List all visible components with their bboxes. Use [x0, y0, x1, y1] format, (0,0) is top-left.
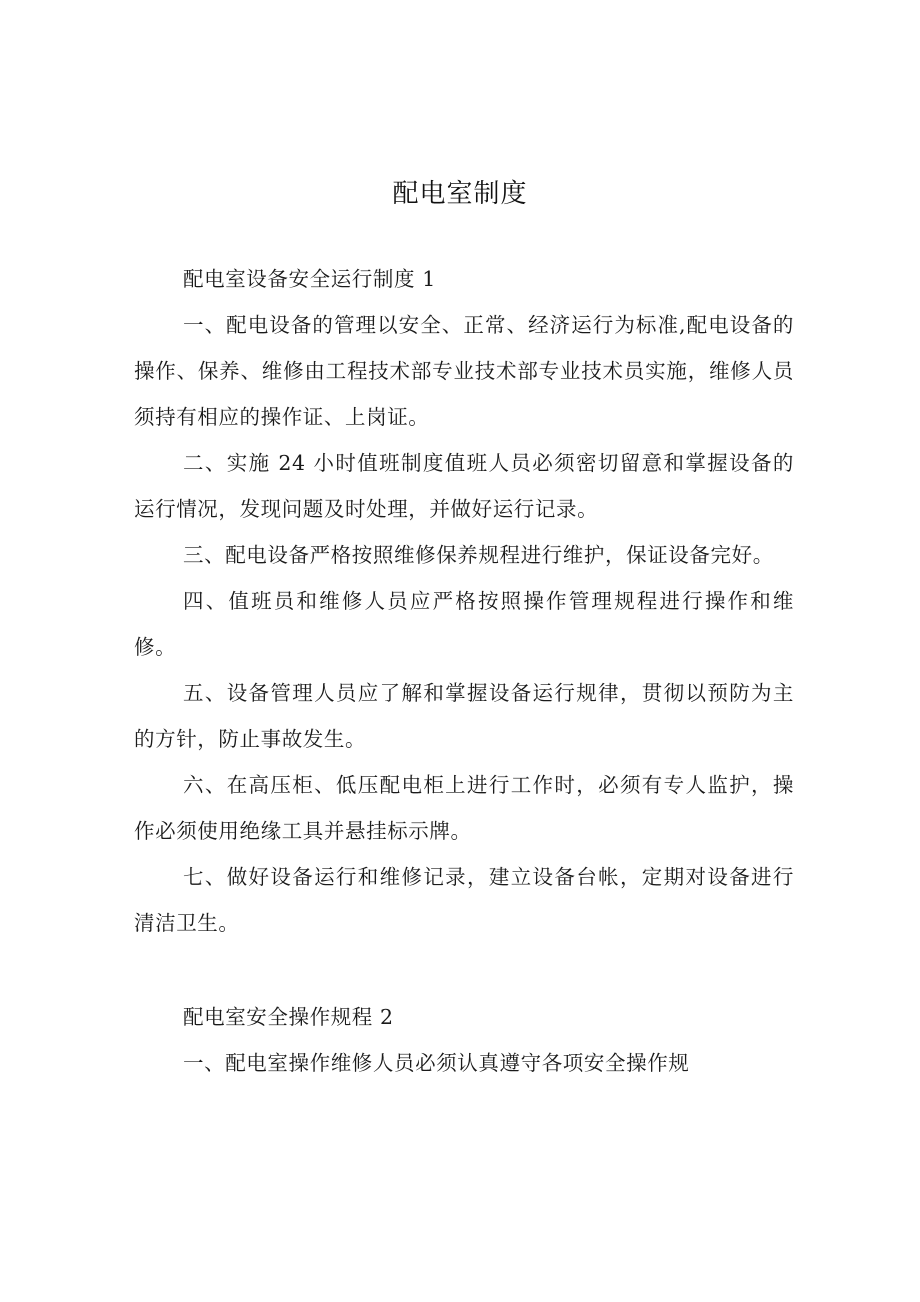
section-equipment-safety: [134, 256, 794, 946]
document-body: [134, 256, 794, 1086]
paragraph: 二、实施 24 小时值班制度值班人员必须密切留意和掌握设备的运行情况，发现问题及时处理，并做好运行记录。: [134, 451, 794, 521]
section-operation-rules: [134, 994, 794, 1086]
paragraph: 六、在高压柜、低压配电柜上进行工作时，必须有专人监护，操作必须使用绝缘工具并悬挂标示牌。: [134, 773, 794, 843]
paragraph: 一、配电室操作维修人员必须认真遵守各项安全操作规: [183, 1051, 690, 1075]
document-title: 配电室制度: [392, 179, 528, 209]
paragraph: 一、配电设备的管理以安全、正常、经济运行为标准,配电设备的操作、保养、维修由工程技术部专业技术部专业技术员实施，维修人员须持有相应的操作证、上岗证。: [134, 313, 794, 429]
paragraph: 三、配电设备严格按照维修保养规程进行维护，保证设备完好。: [183, 543, 774, 567]
paragraph: 五、设备管理人员应了解和掌握设备运行规律，贯彻以预防为主的方针，防止事故发生。: [134, 681, 794, 751]
section-heading: 配电室安全操作规程 2: [183, 1005, 394, 1029]
section-heading: 配电室设备安全运行制度 1: [183, 267, 436, 291]
paragraph: 七、做好设备运行和维修记录，建立设备台帐，定期对设备进行清洁卫生。: [134, 865, 794, 935]
paragraph: 四、值班员和维修人员应严格按照操作管理规程进行操作和维修。: [134, 589, 794, 659]
